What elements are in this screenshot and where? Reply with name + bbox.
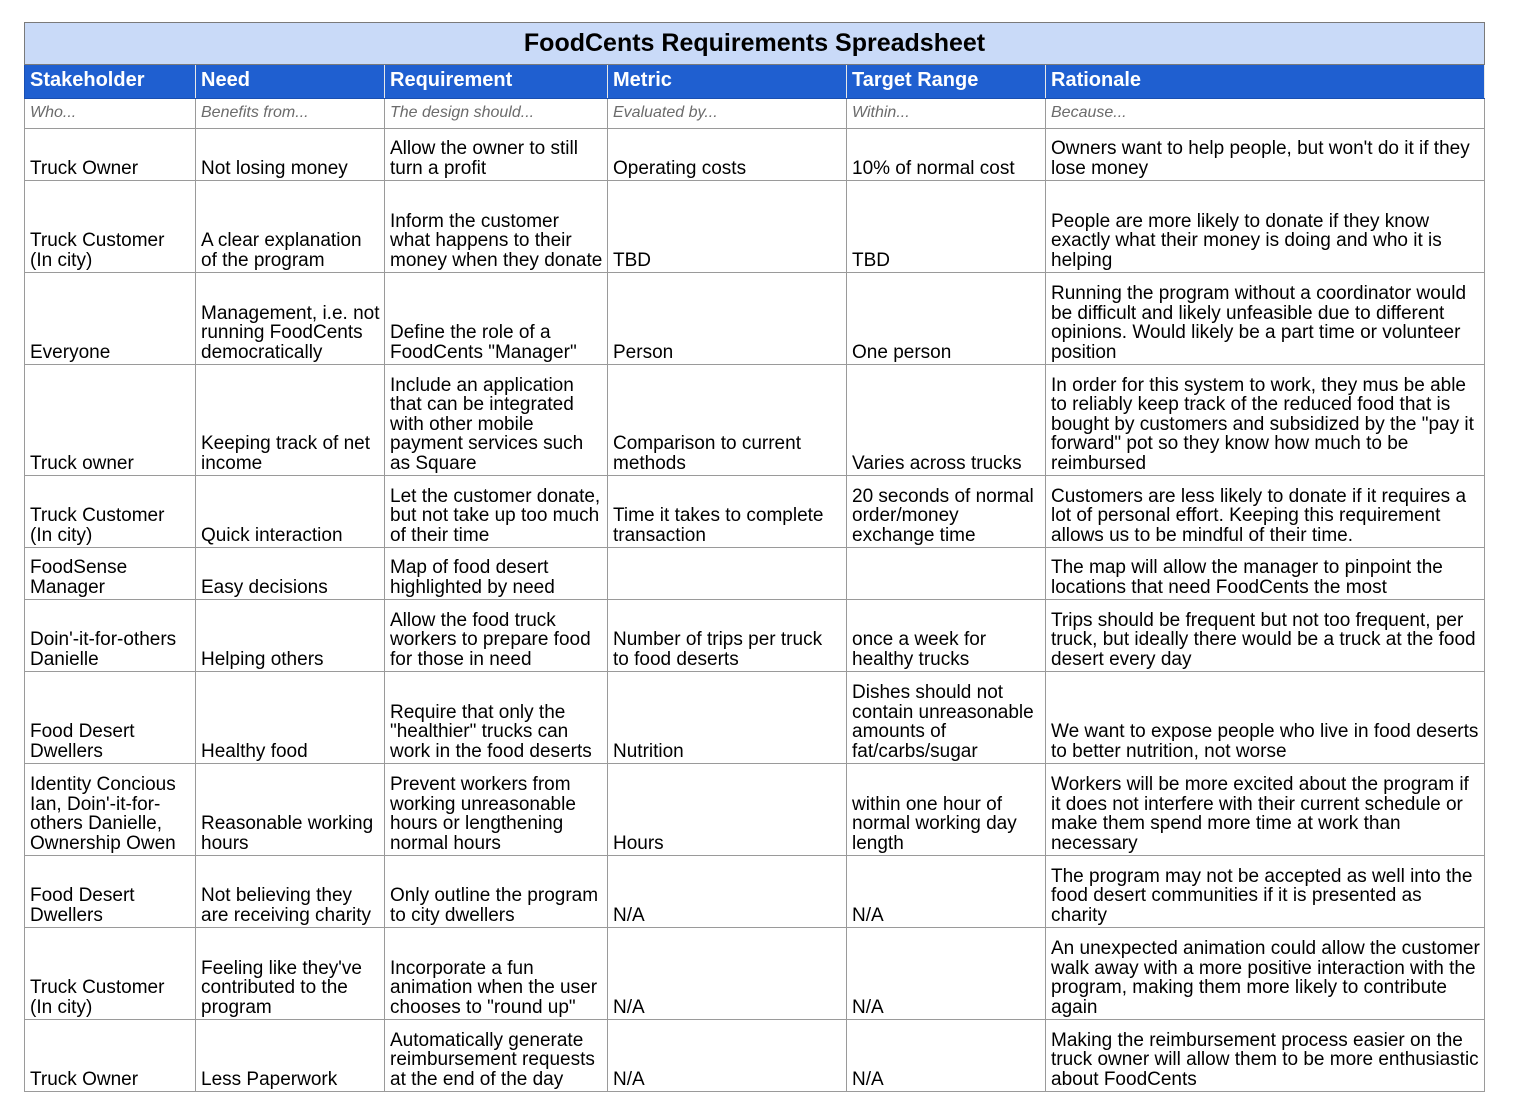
target-range-cell: TBD xyxy=(847,181,1046,273)
title-row xyxy=(25,23,1485,65)
target-range-cell xyxy=(847,548,1046,600)
header-target-range: Target Range xyxy=(847,65,1046,99)
header-requirement: Requirement xyxy=(385,65,608,99)
requirement-cell: Define the role of a FoodCents "Manager" xyxy=(385,273,608,365)
metric-cell: N/A xyxy=(608,1020,847,1092)
requirement-cell: Allow the food truck workers to prepare food for those in need xyxy=(385,600,608,672)
table-row xyxy=(25,548,1485,600)
target-range-cell: N/A xyxy=(847,856,1046,928)
requirement-cell: Map of food desert highlighted by need xyxy=(385,548,608,600)
table-row xyxy=(25,856,1485,928)
target-range-cell: Varies across trucks xyxy=(847,365,1046,476)
hint-requirement: The design should... xyxy=(385,99,608,129)
table-row xyxy=(25,365,1485,476)
target-range-cell: within one hour of normal working day length xyxy=(847,764,1046,856)
table-row xyxy=(25,476,1485,548)
metric-cell: Nutrition xyxy=(608,672,847,764)
requirement-cell: Let the customer donate, but not take up too much of their time xyxy=(385,476,608,548)
hint-need: Benefits from... xyxy=(196,99,385,129)
header-need: Need xyxy=(196,65,385,99)
stakeholder-cell: Truck Customer (In city) xyxy=(25,181,196,273)
requirement-cell: Only outline the program to city dwellers xyxy=(385,856,608,928)
rationale-cell: People are more likely to donate if they know exactly what their money is doing and who it is helping xyxy=(1046,181,1485,273)
metric-cell: Time it takes to complete transaction xyxy=(608,476,847,548)
stakeholder-cell: Truck Customer (In city) xyxy=(25,928,196,1020)
metric-cell xyxy=(608,548,847,600)
target-range-cell: Dishes should not contain unreasonable amounts of fat/carbs/sugar xyxy=(847,672,1046,764)
metric-cell: Hours xyxy=(608,764,847,856)
hint-stakeholder: Who... xyxy=(25,99,196,129)
header-rationale: Rationale xyxy=(1046,65,1485,99)
table-row xyxy=(25,181,1485,273)
requirement-cell: Incorporate a fun animation when the user chooses to "round up" xyxy=(385,928,608,1020)
stakeholder-cell: Identity Concious Ian, Doin'-it-for-others Danielle, Ownership Owen xyxy=(25,764,196,856)
metric-cell: N/A xyxy=(608,928,847,1020)
metric-cell: N/A xyxy=(608,856,847,928)
rationale-cell: The program may not be accepted as well into the food desert communities if it is presented as charity xyxy=(1046,856,1485,928)
need-cell: Keeping track of net income xyxy=(196,365,385,476)
rationale-cell: In order for this system to work, they mus be able to reliably keep track of the reduced food that is bought by customers and subsidized by the "pay it forward" pot so they know how much to be reimbursed xyxy=(1046,365,1485,476)
stakeholder-cell: Truck Customer (In city) xyxy=(25,476,196,548)
stakeholder-cell: Truck Owner xyxy=(25,129,196,181)
rationale-cell: Owners want to help people, but won't do it if they lose money xyxy=(1046,129,1485,181)
stakeholder-cell: Food Desert Dwellers xyxy=(25,856,196,928)
target-range-cell: 10% of normal cost xyxy=(847,129,1046,181)
need-cell: Healthy food xyxy=(196,672,385,764)
hint-row xyxy=(25,99,1485,129)
metric-cell: Person xyxy=(608,273,847,365)
need-cell: Reasonable working hours xyxy=(196,764,385,856)
requirement-cell: Allow the owner to still turn a profit xyxy=(385,129,608,181)
need-cell: A clear explanation of the program xyxy=(196,181,385,273)
need-cell: Easy decisions xyxy=(196,548,385,600)
need-cell: Not believing they are receiving charity xyxy=(196,856,385,928)
target-range-cell: N/A xyxy=(847,1020,1046,1092)
metric-cell: Number of trips per truck to food deserts xyxy=(608,600,847,672)
rationale-cell: Customers are less likely to donate if it requires a lot of personal effort. Keeping this requirement allows us to be mindful of their time. xyxy=(1046,476,1485,548)
metric-cell: TBD xyxy=(608,181,847,273)
requirement-cell: Prevent workers from working unreasonable hours or lengthening normal hours xyxy=(385,764,608,856)
need-cell: Not losing money xyxy=(196,129,385,181)
metric-cell: Comparison to current methods xyxy=(608,365,847,476)
stakeholder-cell: Truck owner xyxy=(25,365,196,476)
hint-target-range: Within... xyxy=(847,99,1046,129)
requirement-cell: Inform the customer what happens to their money when they donate xyxy=(385,181,608,273)
header-row xyxy=(25,65,1485,99)
stakeholder-cell: Everyone xyxy=(25,273,196,365)
header-metric: Metric xyxy=(608,65,847,99)
stakeholder-cell: Food Desert Dwellers xyxy=(25,672,196,764)
metric-cell: Operating costs xyxy=(608,129,847,181)
table-row xyxy=(25,600,1485,672)
hint-rationale: Because... xyxy=(1046,99,1485,129)
stakeholder-cell: Truck Owner xyxy=(25,1020,196,1092)
table-row xyxy=(25,129,1485,181)
hint-metric: Evaluated by... xyxy=(608,99,847,129)
requirement-cell: Require that only the "healthier" trucks can work in the food deserts xyxy=(385,672,608,764)
rationale-cell: Workers will be more excited about the program if it does not interfere with their current schedule or make them spend more time at work than necessary xyxy=(1046,764,1485,856)
table-row xyxy=(25,672,1485,764)
requirement-cell: Automatically generate reimbursement requests at the end of the day xyxy=(385,1020,608,1092)
target-range-cell: N/A xyxy=(847,928,1046,1020)
rationale-cell: Trips should be frequent but not too frequent, per truck, but ideally there would be a truck at the food desert every day xyxy=(1046,600,1485,672)
requirement-cell: Include an application that can be integrated with other mobile payment services such as Square xyxy=(385,365,608,476)
sheet-title: FoodCents Requirements Spreadsheet xyxy=(25,23,1485,65)
need-cell: Quick interaction xyxy=(196,476,385,548)
target-range-cell: One person xyxy=(847,273,1046,365)
stakeholder-cell: Doin'-it-for-others Danielle xyxy=(25,600,196,672)
table-row xyxy=(25,1020,1485,1092)
stakeholder-cell: FoodSense Manager xyxy=(25,548,196,600)
rationale-cell: Making the reimbursement process easier on the truck owner will allow them to be more enthusiastic about FoodCents xyxy=(1046,1020,1485,1092)
rationale-cell: The map will allow the manager to pinpoint the locations that need FoodCents the most xyxy=(1046,548,1485,600)
header-stakeholder: Stakeholder xyxy=(25,65,196,99)
need-cell: Feeling like they've contributed to the program xyxy=(196,928,385,1020)
table-row xyxy=(25,764,1485,856)
target-range-cell: 20 seconds of normal order/money exchange time xyxy=(847,476,1046,548)
rationale-cell: We want to expose people who live in food deserts to better nutrition, not worse xyxy=(1046,672,1485,764)
need-cell: Helping others xyxy=(196,600,385,672)
requirements-table xyxy=(24,22,1485,1092)
target-range-cell: once a week for healthy trucks xyxy=(847,600,1046,672)
need-cell: Management, i.e. not running FoodCents democratically xyxy=(196,273,385,365)
rationale-cell: Running the program without a coordinator would be difficult and likely unfeasible due to different opinions. Would likely be a part time or volunteer position xyxy=(1046,273,1485,365)
rationale-cell: An unexpected animation could allow the customer walk away with a more positive interaction with the program, making them more likely to contribute again xyxy=(1046,928,1485,1020)
table-row xyxy=(25,928,1485,1020)
table-row xyxy=(25,273,1485,365)
need-cell: Less Paperwork xyxy=(196,1020,385,1092)
